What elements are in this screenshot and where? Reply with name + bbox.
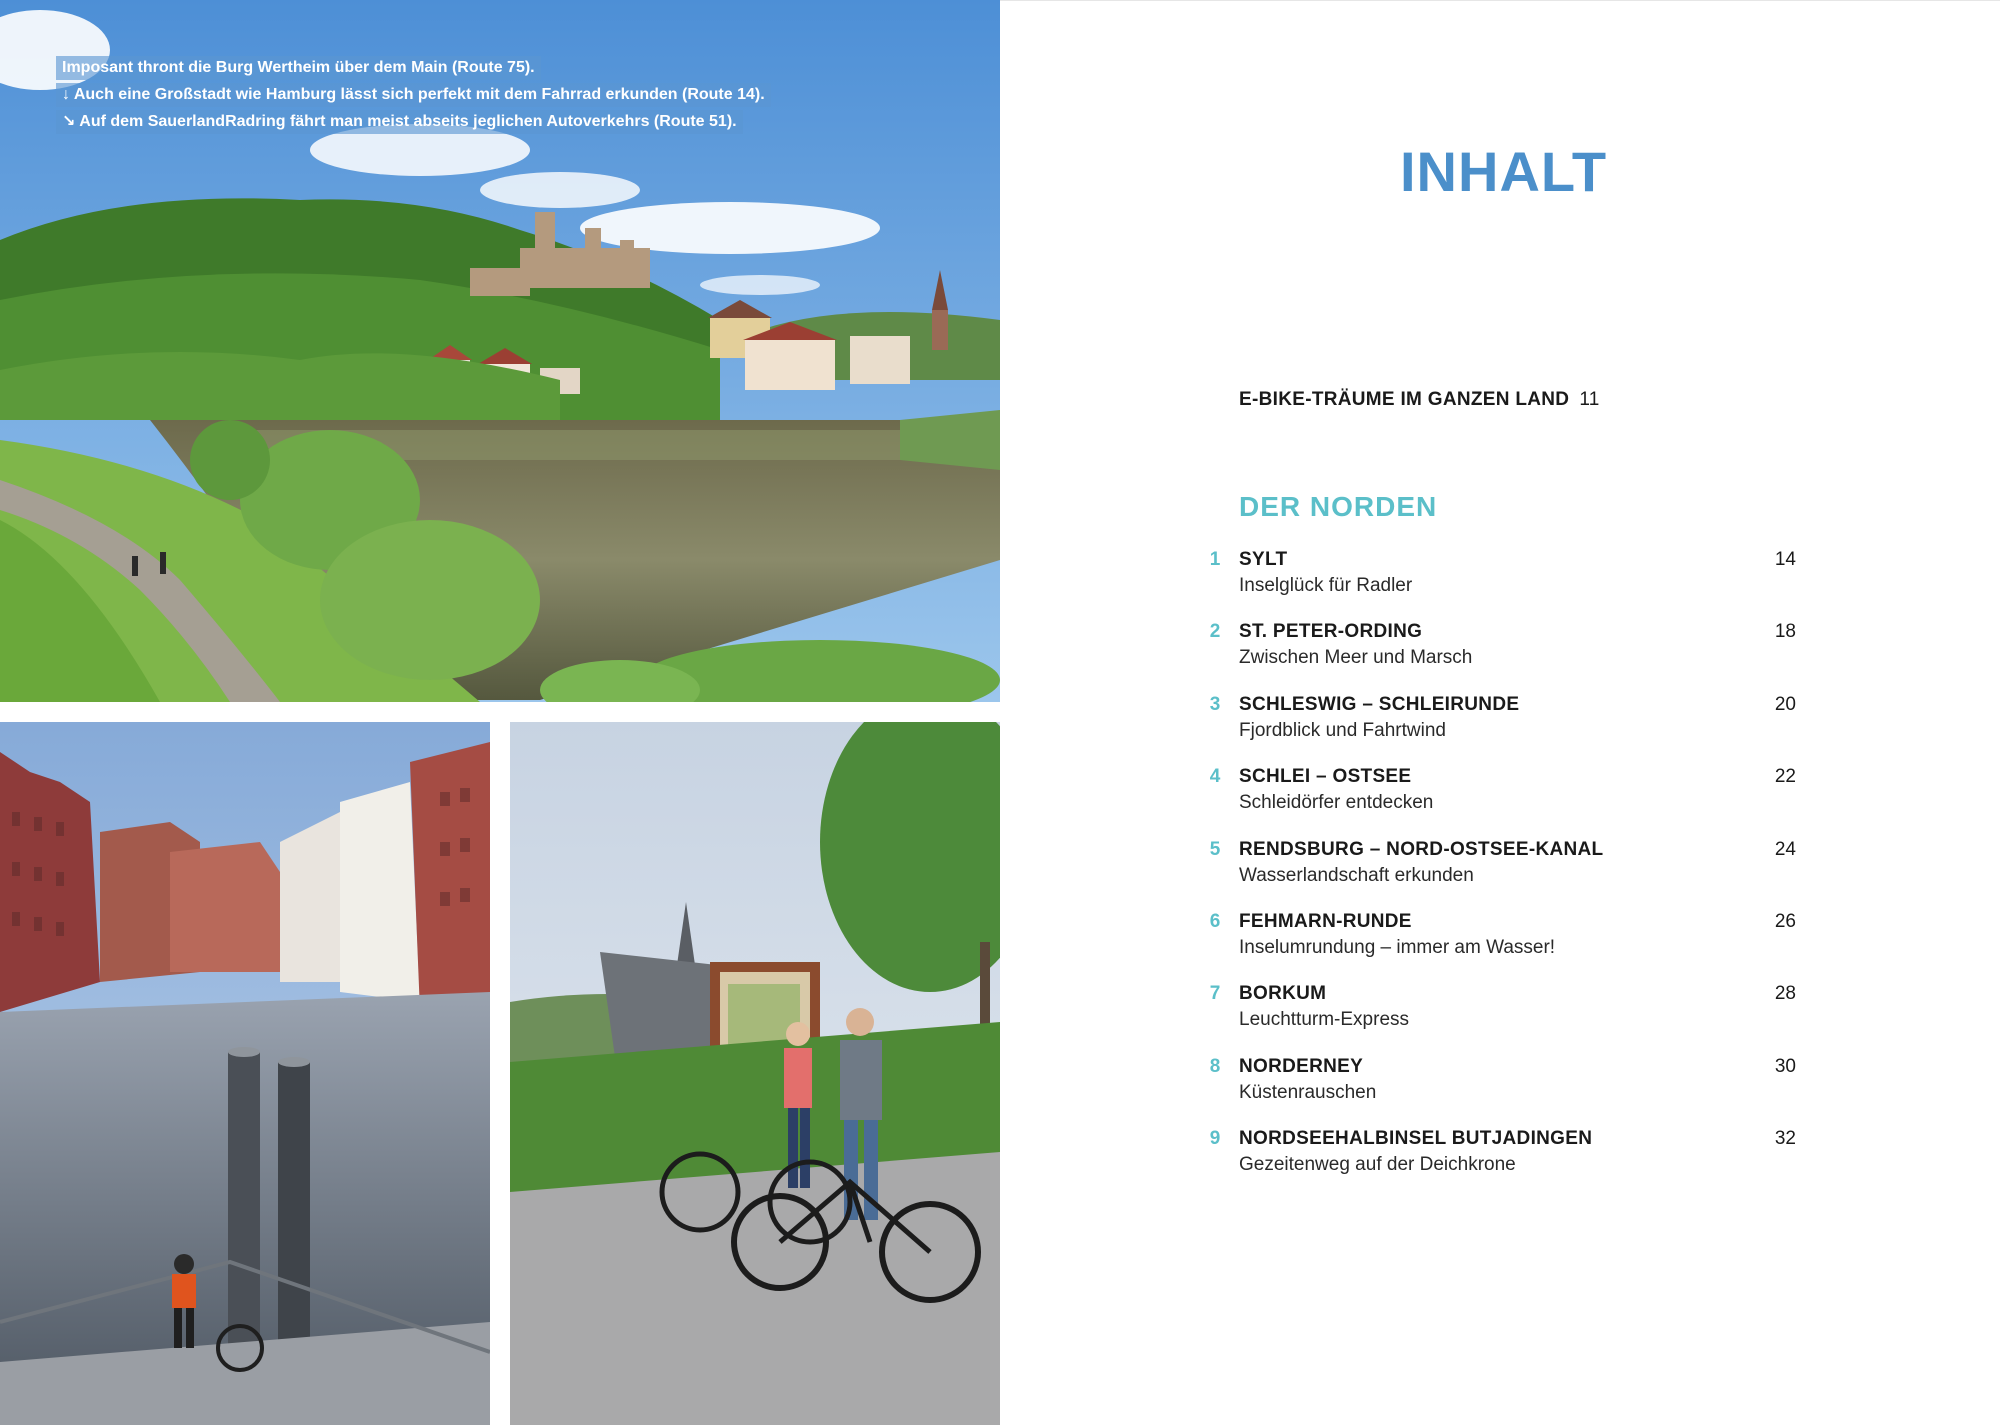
caption-wertheim: Imposant thront die Burg Wertheim über dem Main (Route 75).: [56, 56, 541, 80]
toc-entry-title: NORDERNEY: [1239, 1055, 1364, 1077]
caption-sauerland: ↘ Auf dem SauerlandRadring fährt man meist abseits jeglichen Autoverkehrs (Route 51).: [56, 110, 743, 134]
table-of-contents-page: [1000, 0, 2000, 1426]
toc-entry-title: SCHLEI – OSTSEE: [1239, 766, 1412, 788]
toc-entry-number: 4: [1209, 766, 1221, 788]
toc-entry-subtitle: Schleidörfer entdecken: [1239, 792, 1434, 814]
toc-section-title: DER NORDEN: [1239, 491, 1438, 522]
toc-entry-page: 32: [1774, 1128, 1796, 1150]
toc-entry-number: 1: [1209, 549, 1221, 570]
toc-entry-subtitle: Inselumrundung – immer am Wasser!: [1239, 936, 1556, 958]
toc-entry-subtitle: Leuchtturm-Express: [1239, 1009, 1410, 1031]
toc-entry-number: 7: [1209, 983, 1221, 1005]
toc-entry[interactable]: [1200, 766, 1800, 838]
toc-entry-title: SCHLESWIG – SCHLEIRUNDE: [1239, 693, 1520, 715]
toc-entry-title: ST. PETER-ORDING: [1239, 621, 1423, 643]
photo-sauerland-cyclists: [510, 722, 1000, 1425]
toc-entry-page: 28: [1774, 983, 1796, 1005]
toc-entry-subtitle: Gezeitenweg auf der Deichkrone: [1239, 1154, 1516, 1176]
toc-entry-number: 8: [1209, 1055, 1221, 1077]
toc-entry-page: 20: [1774, 693, 1796, 715]
toc-entry-title: BORKUM: [1239, 983, 1327, 1005]
hamburg-canal-illustration: [0, 722, 490, 1425]
toc-entry[interactable]: [1200, 621, 1800, 693]
toc-entry-page: 14: [1774, 549, 1796, 570]
toc-entry-subtitle: Inselglück für Radler: [1239, 575, 1413, 596]
toc-entry-page: 18: [1774, 621, 1796, 643]
toc-entry-page: 30: [1774, 1055, 1796, 1077]
toc-entry-title: SYLT: [1239, 549, 1288, 570]
caption-hamburg: ↓ Auch eine Großstadt wie Hamburg lässt sich perfekt mit dem Fahrrad erkunden (Route 14).: [56, 83, 771, 107]
photo-captions: [56, 56, 771, 137]
toc-intro-label: E-BIKE-TRÄUME IM GANZEN LAND: [1239, 389, 1570, 410]
toc-entry-page: 22: [1774, 766, 1796, 788]
toc-entry-subtitle: Zwischen Meer und Marsch: [1239, 647, 1473, 669]
toc-entry-number: 3: [1209, 693, 1221, 715]
toc-intro-page: 11: [1579, 389, 1600, 410]
toc-entry-number: 6: [1209, 910, 1221, 932]
toc-entry-number: 5: [1209, 838, 1221, 860]
toc-entry[interactable]: [1200, 1128, 1800, 1200]
toc-entry-title: RENDSBURG – NORD-OSTSEE-KANAL: [1239, 838, 1604, 860]
toc-entry-title: FEHMARN-RUNDE: [1239, 910, 1412, 932]
toc-entry[interactable]: [1200, 694, 1800, 766]
toc-entry-number: 2: [1209, 621, 1221, 643]
photo-hamburg-canal: [0, 722, 490, 1425]
toc-entry-page: 24: [1774, 838, 1796, 860]
toc-entry-subtitle: Wasserlandschaft erkunden: [1239, 864, 1474, 886]
toc-entry-page: 26: [1774, 910, 1796, 932]
toc-entry-title: NORDSEEHALBINSEL BUTJADINGEN: [1239, 1128, 1593, 1150]
toc-entry[interactable]: [1200, 983, 1800, 1055]
toc-intro-entry[interactable]: [1239, 389, 1600, 411]
toc-entry[interactable]: [1200, 839, 1800, 911]
toc-entries-list: [1200, 549, 1800, 1201]
sauerland-cyclists-illustration: [510, 722, 1000, 1425]
toc-entry[interactable]: [1200, 549, 1800, 621]
toc-entry[interactable]: [1200, 1056, 1800, 1128]
toc-entry-subtitle: Küstenrauschen: [1239, 1081, 1377, 1103]
toc-entry-number: 9: [1209, 1128, 1221, 1150]
toc-entry[interactable]: [1200, 911, 1800, 983]
toc-title: INHALT: [1400, 140, 1608, 203]
toc-entry-subtitle: Fjordblick und Fahrtwind: [1239, 719, 1446, 741]
